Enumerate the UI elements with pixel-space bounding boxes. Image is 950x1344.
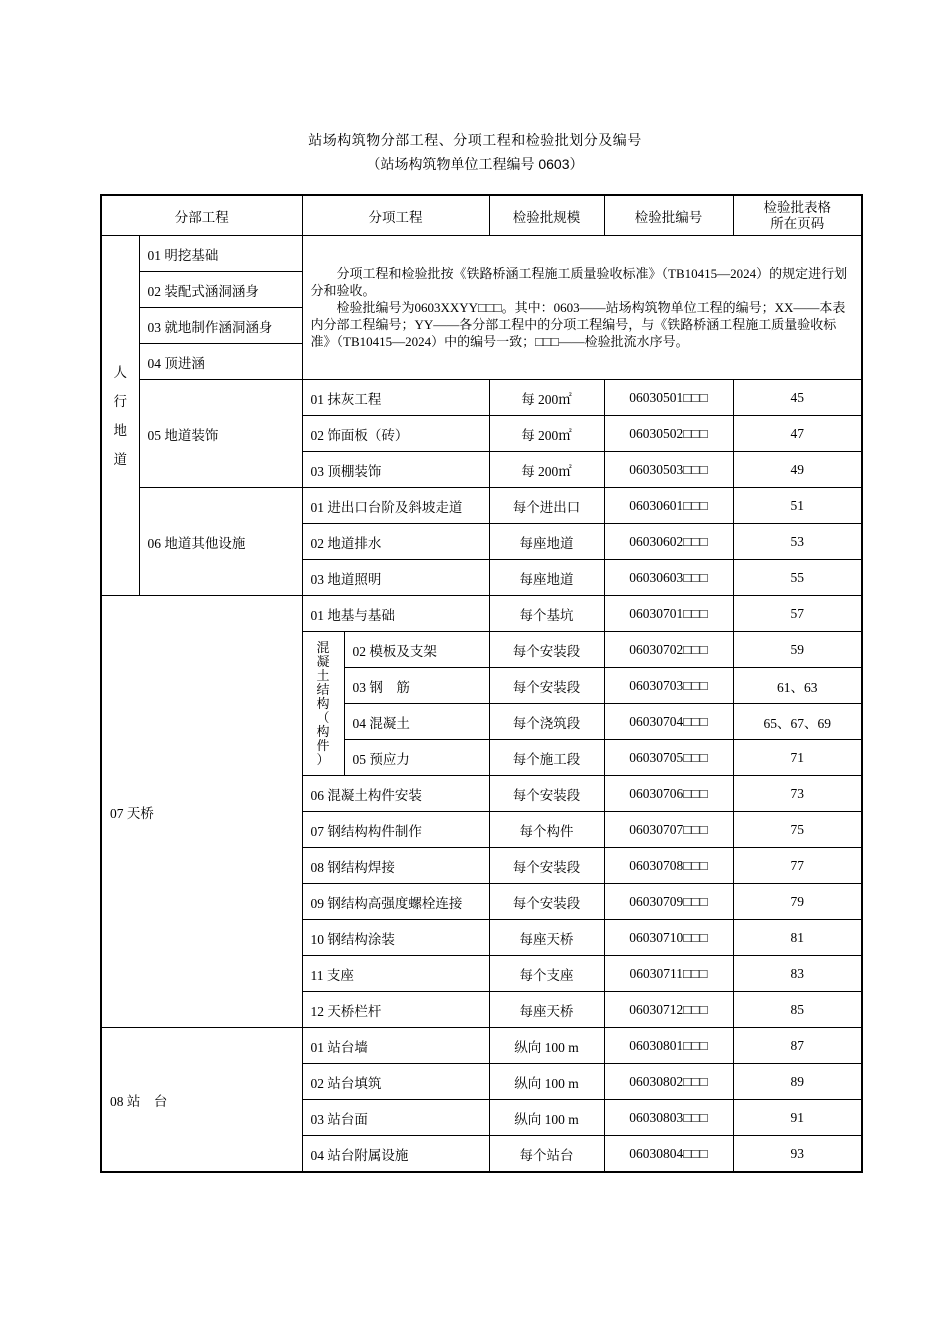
code-cell: 06030601□□□: [604, 488, 733, 524]
sub-division: 03 就地制作涵洞涵身: [139, 308, 302, 344]
code-cell: 06030503□□□: [604, 452, 733, 488]
scale-cell: 每座地道: [489, 560, 604, 596]
note-paragraph: 检验批编号为0603XXYY□□□。其中：0603——站场构筑物单位工程的编号；XX——本表内分部工程编号；YY——各分部工程中的分项工程编号，与《铁路桥涵工程施工质量验收标准》（TB10415—2024）中的编号一致；□□□——检验批流水序号。: [310, 300, 846, 349]
code-cell: 06030704□□□: [604, 704, 733, 740]
table-row: [101, 596, 862, 632]
scale-cell: 每个安装段: [489, 884, 604, 920]
page-cell: 55: [733, 560, 862, 596]
table-header-row: [101, 195, 862, 236]
note-paragraph: 分项工程和检验批按《铁路桥涵工程施工质量验收标准》（TB10415—2024）的规定进行划分和验收。: [310, 266, 848, 298]
page-cell: 61、63: [733, 668, 862, 704]
item-cell: 01 站台墙: [302, 1028, 489, 1064]
division-bridge: 07 天桥: [101, 596, 302, 1028]
code-cell: 06030803□□□: [604, 1100, 733, 1136]
scale-cell: 每个安装段: [489, 632, 604, 668]
scale-cell: 每个进出口: [489, 488, 604, 524]
scale-cell: 每 200㎡: [489, 416, 604, 452]
header-page-line2: 所在页码: [770, 215, 825, 231]
item-cell: 04 站台附属设施: [302, 1136, 489, 1173]
code-cell: 06030602□□□: [604, 524, 733, 560]
code-cell: 06030702□□□: [604, 632, 733, 668]
code-cell: 06030712□□□: [604, 992, 733, 1028]
header-division: 分部工程: [101, 195, 302, 236]
scale-cell: 每个施工段: [489, 740, 604, 776]
page-cell: 53: [733, 524, 862, 560]
item-cell: 03 地道照明: [302, 560, 489, 596]
item-cell: 02 模板及支架: [344, 632, 489, 668]
item-cell: 06 混凝土构件安装: [302, 776, 489, 812]
code-cell: 06030710□□□: [604, 920, 733, 956]
scale-cell: 每个浇筑段: [489, 704, 604, 740]
scale-cell: 每个站台: [489, 1136, 604, 1173]
page-cell: 79: [733, 884, 862, 920]
page-cell: 65、67、69: [733, 704, 862, 740]
code-cell: 06030501□□□: [604, 380, 733, 416]
page-cell: 59: [733, 632, 862, 668]
item-cell: 12 天桥栏杆: [302, 992, 489, 1028]
scale-cell: 每座地道: [489, 524, 604, 560]
item-cell: 03 顶棚装饰: [302, 452, 489, 488]
item-cell: 03 钢 筋: [344, 668, 489, 704]
page-cell: 93: [733, 1136, 862, 1173]
item-cell: 07 钢结构构件制作: [302, 812, 489, 848]
item-cell: 10 钢结构涂装: [302, 920, 489, 956]
code-cell: 06030603□□□: [604, 560, 733, 596]
page-cell: 57: [733, 596, 862, 632]
item-cell: 01 抹灰工程: [302, 380, 489, 416]
page-cell: 71: [733, 740, 862, 776]
page-cell: 85: [733, 992, 862, 1028]
code-cell: 06030802□□□: [604, 1064, 733, 1100]
scale-cell: 每 200㎡: [489, 452, 604, 488]
document-title: 站场构筑物分部工程、分项工程和检验批划分及编号: [308, 134, 642, 149]
sub-division: 05 地道装饰: [139, 380, 302, 488]
sub-division: 02 装配式涵洞涵身: [139, 272, 302, 308]
code-cell: 06030701□□□: [604, 596, 733, 632]
code-cell: 06030502□□□: [604, 416, 733, 452]
code-cell: 06030711□□□: [604, 956, 733, 992]
code-cell: 06030804□□□: [604, 1136, 733, 1173]
code-cell: 06030707□□□: [604, 812, 733, 848]
scale-cell: 每 200㎡: [489, 380, 604, 416]
scale-cell: 每个构件: [489, 812, 604, 848]
code-cell: 06030708□□□: [604, 848, 733, 884]
item-cell: 02 站台填筑: [302, 1064, 489, 1100]
table-row: [101, 1028, 862, 1064]
table-row: [101, 488, 862, 524]
scale-cell: 每座天桥: [489, 992, 604, 1028]
scale-cell: 每个安装段: [489, 668, 604, 704]
division-table: [100, 194, 863, 1173]
header-code: 检验批编号: [604, 195, 733, 236]
page-cell: 87: [733, 1028, 862, 1064]
page-cell: 45: [733, 380, 862, 416]
scale-cell: 纵向 100 m: [489, 1028, 604, 1064]
code-cell: 06030706□□□: [604, 776, 733, 812]
page-cell: 91: [733, 1100, 862, 1136]
division-underpass: 人 行 地 道: [101, 236, 139, 596]
code-cell: 06030709□□□: [604, 884, 733, 920]
page-cell: 81: [733, 920, 862, 956]
table-row: [101, 236, 862, 272]
page-cell: 77: [733, 848, 862, 884]
page-cell: 47: [733, 416, 862, 452]
scale-cell: 纵向 100 m: [489, 1100, 604, 1136]
page-cell: 51: [733, 488, 862, 524]
page-cell: 83: [733, 956, 862, 992]
item-cell: 01 地基与基础: [302, 596, 489, 632]
table-row: [101, 380, 862, 416]
page-cell: 89: [733, 1064, 862, 1100]
division-note: [302, 236, 862, 380]
code-cell: 06030703□□□: [604, 668, 733, 704]
header-scale: 检验批规模: [489, 195, 604, 236]
header-item: 分项工程: [302, 195, 489, 236]
division-platform: 08 站 台: [101, 1028, 302, 1173]
header-page-line1: 检验批表格: [763, 199, 831, 215]
header-page: [733, 195, 862, 236]
concrete-group-label: 混 凝 土 结 构 （ 构 件 ）: [302, 632, 344, 776]
sub-division: 06 地道其他设施: [139, 488, 302, 596]
scale-cell: 每个安装段: [489, 776, 604, 812]
scale-cell: 纵向 100 m: [489, 1064, 604, 1100]
sub-division: 04 顶进涵: [139, 344, 302, 380]
item-cell: 05 预应力: [344, 740, 489, 776]
code-cell: 06030801□□□: [604, 1028, 733, 1064]
item-cell: 01 进出口台阶及斜坡走道: [302, 488, 489, 524]
item-cell: 11 支座: [302, 956, 489, 992]
sub-division: 01 明挖基础: [139, 236, 302, 272]
item-cell: 04 混凝土: [344, 704, 489, 740]
scale-cell: 每座天桥: [489, 920, 604, 956]
scale-cell: 每个安装段: [489, 848, 604, 884]
page-cell: 75: [733, 812, 862, 848]
page-cell: 73: [733, 776, 862, 812]
scale-cell: 每个支座: [489, 956, 604, 992]
scale-cell: 每个基坑: [489, 596, 604, 632]
item-cell: 09 钢结构高强度螺栓连接: [302, 884, 489, 920]
item-cell: 03 站台面: [302, 1100, 489, 1136]
code-cell: 06030705□□□: [604, 740, 733, 776]
page-cell: 49: [733, 452, 862, 488]
item-cell: 02 饰面板（砖）: [302, 416, 489, 452]
document-subtitle: （站场构筑物单位工程编号 0603）: [366, 156, 584, 172]
item-cell: 02 地道排水: [302, 524, 489, 560]
item-cell: 08 钢结构焊接: [302, 848, 489, 884]
